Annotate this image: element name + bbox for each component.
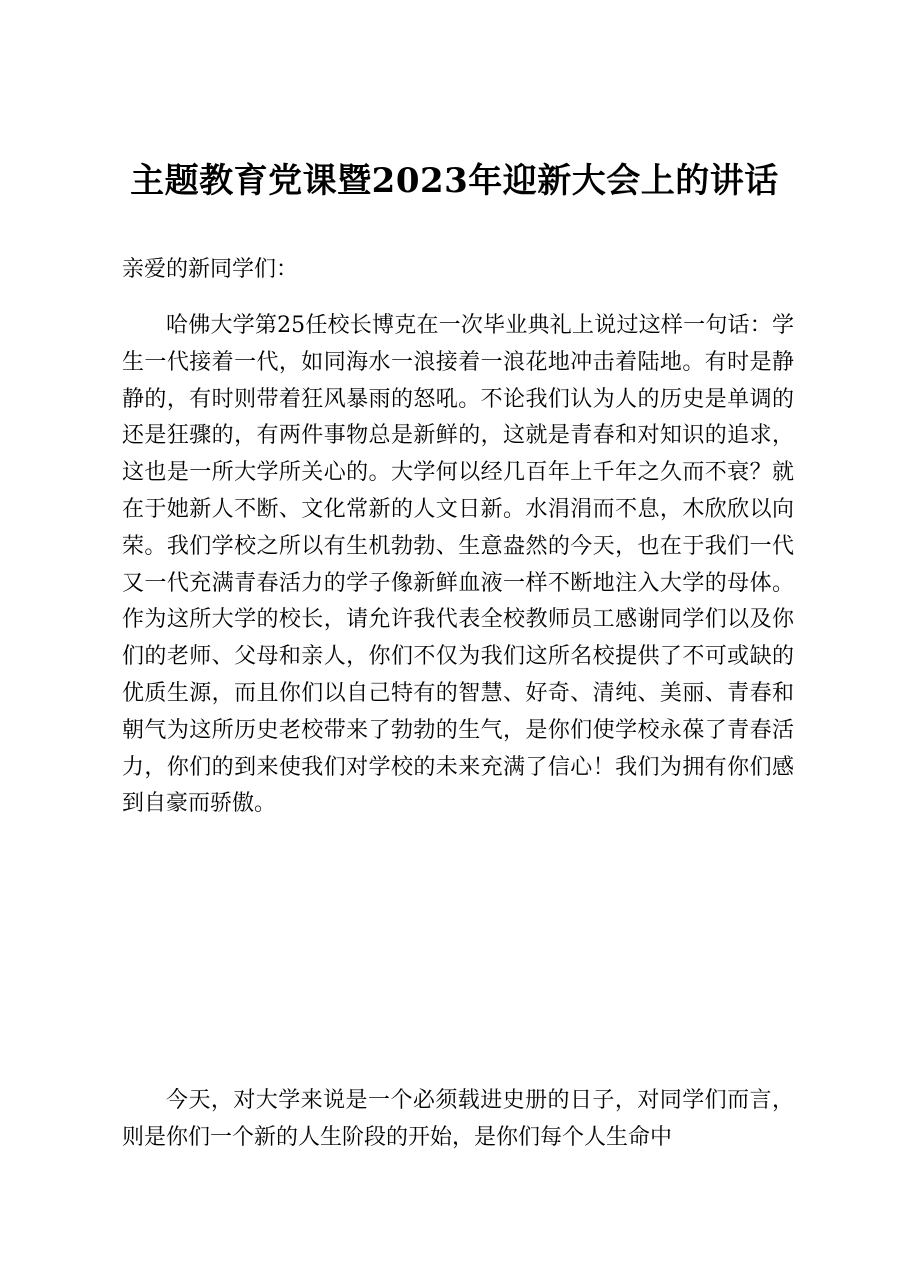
- body-paragraph-1: 哈佛大学第25任校长博克在一次毕业典礼上说过这样一句话：学生一代接着一代，如同海水一浪接着一浪花地冲击着陆地。有时是静静的，有时则带着狂风暴雨的怒吼。不论我们认为人的历史是单调的还是狂骤的，有两件事物总是新鲜的，这就是青春和对知识的追求，这也是一所大学所关心的。大学何以经几百年上千年之久而不衰？就在于她新人不断、文化常新的人文日新。水涓涓而不息，木欣欣以向荣。我们学校之所以有生机勃勃、生意盎然的今天，也在于我们一代又一代充满青春活力的学子像新鲜血液一样不断地注入大学的母体。作为这所大学的校长，请允许我代表全校教师员工感谢同学们以及你们的老师、父母和亲人，你们不仅为我们这所名校提供了不可或缺的优质生源，而且你们以自己特有的智慧、好奇、清纯、美丽、青春和朝气为这所历史老校带来了勃勃的生气，是你们使学校永葆了青春活力，你们的到来使我们对学校的未来充满了信心！我们为拥有你们感到自豪而骄傲。: [122, 313, 794, 817]
- body-paragraph-2: 今天，对大学来说是一个必须载进史册的日子，对同学们而言，则是你们一个新的人生阶段的开始，是你们每个人生命中: [122, 1088, 794, 1150]
- salutation: 亲爱的新同学们：: [122, 257, 299, 282]
- document-title: 主题教育党课暨2023年迎新大会上的讲话: [130, 161, 779, 201]
